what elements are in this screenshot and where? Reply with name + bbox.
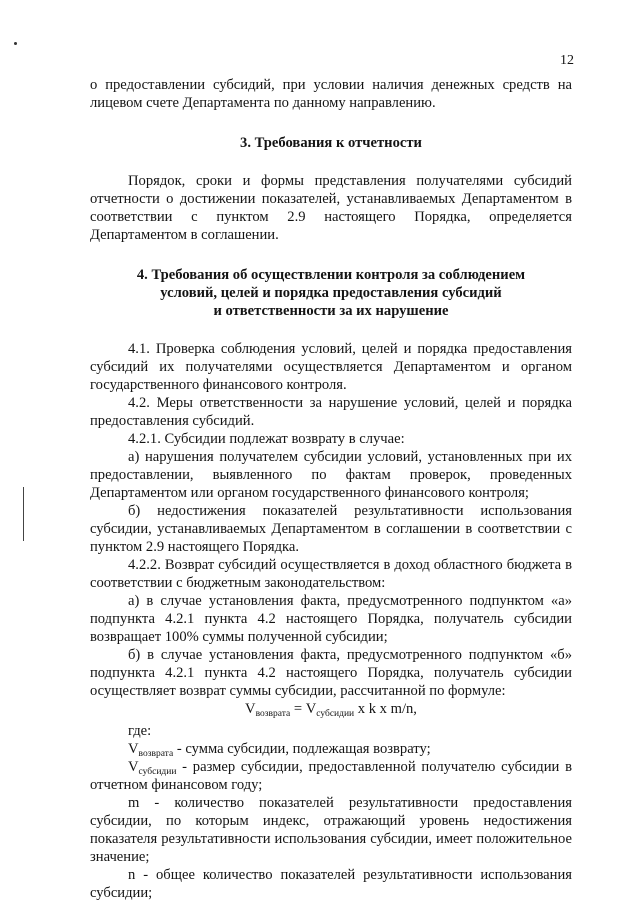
margin-line (23, 487, 24, 541)
definition-m: m - количество показателей результативности предоставления субсидии, по которым индекс, отражающий уровень недостижения показателя результативности использования субсидии, имеет положительное значение; (90, 795, 572, 865)
formula-equals: = (290, 701, 306, 717)
def-sub-return: возврата (138, 749, 174, 759)
where-label: где: (128, 723, 152, 739)
def-sub-subsidy: субсидии (138, 767, 177, 777)
paragraph-4-2-2: 4.2.2. Возврат субсидий осуществляется в доход областного бюджета в соответствии с бюджетным законодательством: (90, 557, 572, 591)
formula-v-symbol-2: V (305, 701, 317, 717)
section-4-heading-line-3: и ответственности за их нарушение (213, 303, 449, 319)
paragraph-4-2: 4.2. Меры ответственности за нарушение условий, целей и порядка предоставления субсидий. (90, 395, 572, 429)
return-formula (90, 700, 572, 718)
scan-mark (14, 42, 17, 45)
def-v-subsidy-text: - размер субсидии, предоставленной получателю субсидии в отчетном финансовом году; (90, 759, 572, 793)
formula-sub-subsidy: субсидии (316, 709, 355, 719)
formula-rest: x k x m/n, (354, 701, 417, 717)
section-3-heading: 3. Требования к отчетности (240, 135, 422, 151)
def-v-return-text: - сумма субсидии, подлежащая возврату; (173, 741, 431, 757)
section-4-heading-line-2: условий, целей и порядка предоставления субсидий (160, 285, 502, 301)
def-v-symbol-2: V (128, 759, 139, 775)
section-3-paragraph: Порядок, сроки и формы представления получателями субсидий отчетности о достижении показателей, устанавливаемых Департаментом в соответствии с пунктом 2.9 настоящего Порядка, определяется Департаментом в соглашении. (90, 173, 572, 243)
formula-sub-return: возврата (255, 709, 291, 719)
definition-v-return (90, 740, 572, 758)
def-v-symbol: V (128, 741, 139, 757)
page-content (90, 76, 572, 902)
paragraph-4-2-2-a: а) в случае установления факта, предусмотренного подпунктом «а» подпункта 4.2.1 пункта 4.2 настоящего Порядка, получатель субсидии возвращает 100% суммы полученной субсидии; (90, 593, 572, 645)
definition-n: n - общее количество показателей результативности использования субсидии; (90, 867, 572, 901)
paragraph-4-2-1-b: б) недостижения показателей результативности использования субсидии, устанавливаемых Департаментом в соглашении в соответствии с пунктом 2.9 настоящего Порядка. (90, 503, 572, 555)
definition-v-subsidy (90, 758, 572, 794)
paragraph-4-2-1-a: а) нарушения получателем субсидии условий, установленных при их предоставлении, выявленного по фактам проверок, проведенных Департаментом или органом государственного финансового контроля; (90, 449, 572, 501)
paragraph-4-2-1: 4.2.1. Субсидии подлежат возврату в случае: (128, 431, 405, 447)
paragraph-4-2-2-b: б) в случае установления факта, предусмотренного подпунктом «б» подпункта 4.2.1 пункта 4.2 настоящего Порядка, получатель субсидии осуществляет возврат суммы субсидии, рассчитанной по формуле: (90, 647, 572, 699)
formula-v-symbol: V (245, 701, 256, 717)
paragraph-4-1: 4.1. Проверка соблюдения условий, целей и порядка предоставления субсидий их получателями осуществляется Департаментом и органом государственного финансового контроля. (90, 341, 572, 393)
continued-paragraph: о предоставлении субсидий, при условии наличия денежных средств на лицевом счете Департамента по данному направлению. (90, 77, 572, 111)
page-number: 12 (560, 53, 574, 68)
section-4-heading-line-1: 4. Требования об осуществлении контроля за соблюдением (136, 267, 526, 283)
